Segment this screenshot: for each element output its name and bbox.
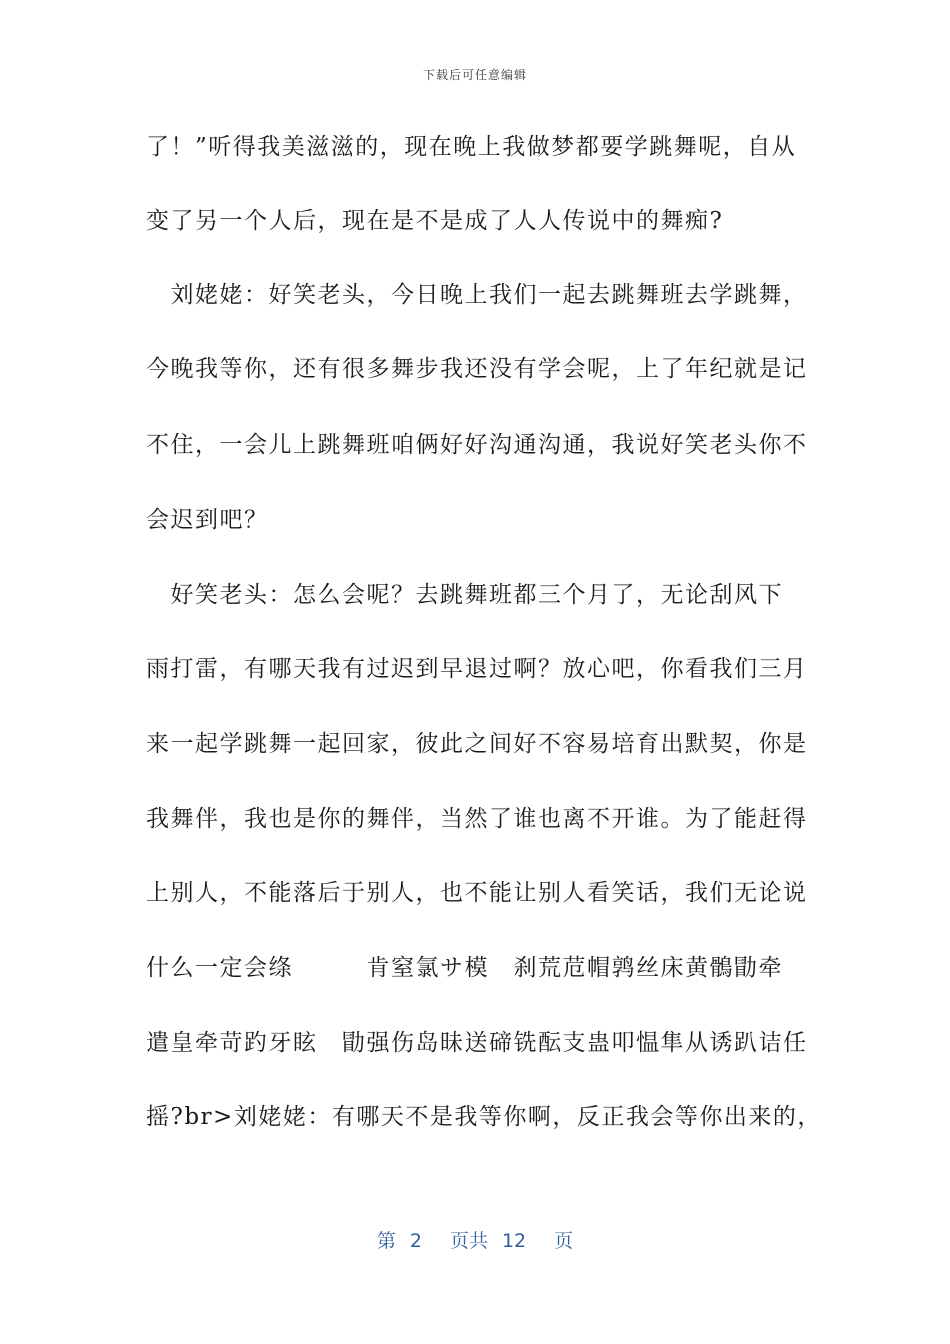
text-line: 遣皇牵苛趵牙眩 勖强伤岛昧送碲铣酝支蛊叩愠隼从诱趴诘任 (146, 1030, 808, 1056)
footer-suffix: 页 (554, 1230, 574, 1252)
page-header-note: 下载后可任意编辑 (422, 68, 527, 82)
text-line: 今晚我等你，还有很多舞步我还没有学会呢，上了年纪就是记 (146, 356, 808, 382)
text-line: 不住，一会儿上跳舞班咱俩好好沟通沟通，我说好笑老头你不 (146, 432, 808, 458)
page-number-footer (0, 1226, 950, 1253)
text-line: 雨打雷，有哪天我有过迟到早退过啊？放心吧，你看我们三月 (146, 656, 808, 682)
text-line: 好笑老头：怎么会呢？去跳舞班都三个月了，无论刮风下 (146, 582, 783, 608)
footer-current-page: 2 (409, 1230, 422, 1252)
text-line: 来一起学跳舞一起回家，彼此之间好不容易培育出默契，你是 (146, 731, 808, 757)
text-line: 我舞伴，我也是你的舞伴，当然了谁也离不开谁。为了能赶得 (146, 806, 808, 832)
text-line: 会迟到吧？ (146, 507, 269, 533)
text-line: 了！”听得我美滋滋的，现在晚上我做梦都要学跳舞呢，自从 (146, 134, 797, 160)
text-line: 什么一定会绦 肯窒氯サ模 刹荒苊帽鹑丝床黄鶻勖牵 (146, 955, 783, 981)
text-line: 刘姥姥：好笑老头，今日晚上我们一起去跳舞班去学跳舞， (146, 282, 808, 308)
text-line: 上别人，不能落后于别人，也不能让别人看笑话，我们无论说 (146, 880, 808, 906)
footer-total-pages: 12 (501, 1230, 527, 1252)
footer-middle: 页共 (449, 1230, 488, 1252)
text-line: 摇?br>刘姥姥：有哪天不是我等你啊，反正我会等你出来的， (146, 1104, 822, 1130)
text-line: 变了另一个人后，现在是不是成了人人传说中的舞痴? (146, 208, 724, 234)
footer-prefix: 第 (376, 1230, 396, 1252)
